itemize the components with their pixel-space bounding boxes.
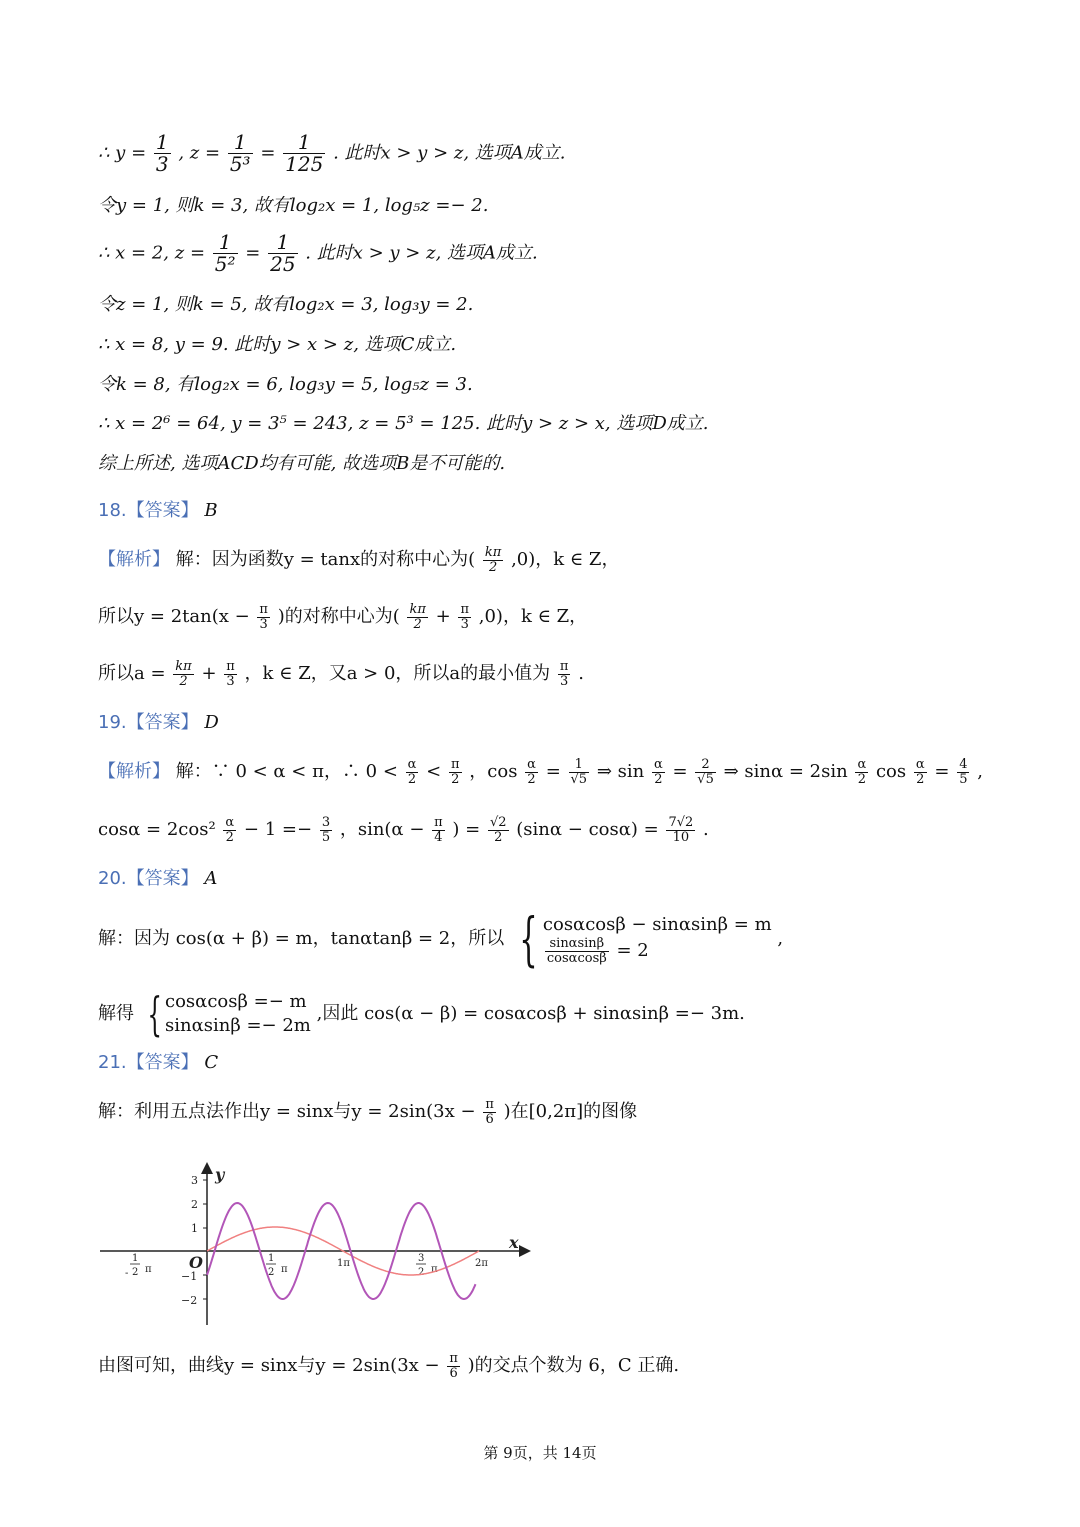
text: 解：因为 cos(α + β) = m，tanαtanβ = 2，所以 xyxy=(98,928,505,949)
y-tick-label: 2 xyxy=(191,1198,198,1211)
x-tick-label: π xyxy=(145,1264,152,1275)
text: 解：∵ 0 < α < π，∴ 0 < xyxy=(175,761,398,783)
fraction: $\frac{\alpha}{2}$ xyxy=(653,757,663,787)
text: cos xyxy=(875,761,907,783)
text: ，sin(α − xyxy=(339,819,425,841)
x-tick-label: π xyxy=(281,1264,288,1275)
text: + xyxy=(201,663,217,685)
fraction: $\frac{\pi}{6}$ xyxy=(485,1097,494,1127)
system-eq-1: cosαcosβ − sinαsinβ = m xyxy=(542,913,772,935)
origin-label: O xyxy=(189,1253,203,1272)
x-tick-label: 2π xyxy=(475,1258,488,1269)
text: . 此时x > y > z, 选项A成立. xyxy=(333,142,566,164)
y-tick-label: −1 xyxy=(181,1270,198,1283)
q19-line-2 xyxy=(98,816,709,844)
text: = xyxy=(672,761,688,783)
fraction: $\frac{\alpha}{2}$ xyxy=(857,757,867,787)
fraction: $\frac{\alpha}{2}$ xyxy=(915,757,925,787)
x-tick-label: 2 xyxy=(132,1267,139,1278)
fraction: $\frac{\pi}{3}$ xyxy=(460,602,470,632)
system-eq-2: sinαsinβ =− 2m xyxy=(165,1015,311,1036)
x-axis-label: x xyxy=(509,1233,519,1252)
solution-line-1 xyxy=(98,132,566,175)
text: − 1 =− xyxy=(243,819,313,841)
solution-line-8: 综上所述, 选项ACD均有可能, 故选项B是不可能的. xyxy=(98,453,506,474)
fraction: $\frac{\pi}{6}$ xyxy=(449,1351,458,1381)
fraction: $\frac{1}{25}$ xyxy=(270,230,296,276)
fraction: $\frac{\alpha}{2}$ xyxy=(225,815,235,845)
answer-value: C xyxy=(204,1052,219,1073)
text: . xyxy=(703,819,709,841)
answer-label: 19.【答案】 xyxy=(98,712,199,733)
q18-line-2 xyxy=(98,603,587,631)
x-tick-label: 2 xyxy=(418,1267,425,1278)
fraction: $\frac{7√2}{10}$ xyxy=(668,815,694,845)
text: ⇒ sinα = 2sin xyxy=(723,761,848,783)
text: ) = xyxy=(452,819,481,841)
system-eq-1: cosαcosβ =− m xyxy=(165,991,307,1012)
text: 解：因为函数y = tanx的对称中心为( xyxy=(175,549,476,571)
x-tick-label: 2 xyxy=(268,1267,275,1278)
answer-heading-18 xyxy=(98,498,218,524)
fraction: $\frac{\pi}{3}$ xyxy=(559,659,569,689)
answer-value: D xyxy=(204,712,219,733)
q21-line-1 xyxy=(98,1098,637,1126)
q19-line-1 xyxy=(98,758,983,786)
fraction: $\frac{4}{5}$ xyxy=(959,757,968,787)
function-graph xyxy=(95,1160,535,1335)
text: = xyxy=(934,761,950,783)
text: , xyxy=(777,928,784,949)
q18-line-1 xyxy=(98,546,619,574)
text: , xyxy=(977,761,983,783)
fraction: $\frac{1}{3}$ xyxy=(155,130,169,176)
fraction: $\frac{2}{√5}$ xyxy=(697,757,714,787)
q20-line-2 xyxy=(98,987,745,1041)
fraction: $\frac{3}{5}$ xyxy=(321,815,331,845)
text: 所以a = xyxy=(98,663,166,685)
text: ⇒ sin xyxy=(596,761,645,783)
analysis-label: 【解析】 xyxy=(98,761,170,783)
text: 由图可知，曲线y = sinx与y = 2sin(3x − xyxy=(98,1355,440,1377)
fraction: $\frac{1}{√5}$ xyxy=(570,757,588,787)
text: . 此时x > y > z, 选项A成立. xyxy=(305,242,538,264)
fraction: $\frac{\pi}{3}$ xyxy=(226,659,235,689)
fraction: $\frac{1}{\text{5²}}$ xyxy=(214,230,236,276)
text: ∴ y = xyxy=(98,142,147,164)
fraction: $\frac{1}{\text{5³}}$ xyxy=(229,130,251,176)
fraction: $\frac{\pi}{2}$ xyxy=(451,757,460,787)
system-eq-2: $\frac{\sin\alpha\sin\beta}{\cos\alpha\cos\beta}$ = 2 xyxy=(546,935,649,966)
y-tick-label: 3 xyxy=(191,1174,198,1187)
text: , z = xyxy=(178,142,221,164)
text: ,因此 cos(α − β) = cosαcosβ + sinαsinβ =− 3m. xyxy=(316,1003,745,1024)
fraction: $\frac{\pi}{3}$ xyxy=(259,602,268,632)
text: (sinα − cosα) = xyxy=(516,819,659,841)
x-tick-label: π xyxy=(431,1264,438,1275)
fraction: $\frac{\alpha}{2}$ xyxy=(407,757,417,787)
solution-line-6: 令k = 8, 有log₂x = 6, log₃y = 5, log₅z = 3. xyxy=(98,374,473,395)
x-tick-label: 1 xyxy=(132,1253,139,1264)
x-tick-label: 1π xyxy=(337,1258,350,1269)
text: 所以y = 2tan(x − xyxy=(98,606,250,628)
fraction: $\frac{√2}{2}$ xyxy=(489,815,507,845)
equation-system xyxy=(140,987,311,1041)
text: ,0)，k ∈ Z， xyxy=(478,606,588,628)
text: ∴ x = 2, z = xyxy=(98,242,206,264)
fraction: $\frac{1}{125}$ xyxy=(285,130,324,176)
text: ，cos xyxy=(469,761,518,783)
fraction: $\frac{\pi}{4}$ xyxy=(434,815,443,845)
brace: { xyxy=(519,905,538,973)
text: )在[0,2π]的图像 xyxy=(503,1101,638,1123)
text: ,0)，k ∈ Z， xyxy=(511,549,620,571)
fraction: $\frac{k\pi}{2}$ xyxy=(484,545,502,575)
solution-line-7: ∴ x = 2⁶ = 64, y = 3⁵ = 243, z = 5³ = 125. 此时y > z > x, 选项D成立. xyxy=(98,413,709,434)
answer-value: A xyxy=(204,868,218,889)
text: = xyxy=(245,242,261,264)
analysis-label: 【解析】 xyxy=(98,549,170,571)
solution-line-2: 令y = 1, 则k = 3, 故有log₂x = 1, log₅z =− 2. xyxy=(98,195,489,216)
text: 解：利用五点法作出y = sinx与y = 2sin(3x − xyxy=(98,1101,476,1123)
fraction: $\frac{k\pi}{2}$ xyxy=(175,659,192,689)
solution-line-4: 令z = 1, 则k = 5, 故有log₂x = 3, log₃y = 2. xyxy=(98,294,474,315)
fraction: $\frac{\alpha}{2}$ xyxy=(527,757,536,787)
y-tick-label: −2 xyxy=(181,1294,198,1307)
y-axis-label: y xyxy=(215,1165,225,1184)
y-tick-label: 1 xyxy=(191,1222,198,1235)
equation-system xyxy=(510,905,772,973)
answer-heading-21 xyxy=(98,1050,218,1076)
answer-value: B xyxy=(204,500,218,521)
text: )的交点个数为 6，C 正确. xyxy=(467,1355,680,1377)
text: )的对称中心为( xyxy=(277,606,400,628)
answer-heading-20 xyxy=(98,866,217,892)
text: cosα = 2cos² xyxy=(98,819,216,841)
answer-label: 21.【答案】 xyxy=(98,1052,199,1073)
text: . xyxy=(578,663,584,685)
answer-heading-19 xyxy=(98,710,219,736)
x-tick-label: 3 xyxy=(418,1253,425,1264)
brace: { xyxy=(147,987,162,1041)
text: = xyxy=(545,761,561,783)
text: = xyxy=(260,142,276,164)
page-footer: 第 9页，共 14页 xyxy=(483,1444,597,1462)
x-tick-label: - xyxy=(125,1268,129,1279)
x-tick-label: 1 xyxy=(268,1253,275,1264)
q21-line-2 xyxy=(98,1352,679,1380)
fraction: $\frac{k\pi}{2}$ xyxy=(409,602,426,632)
text: < xyxy=(426,761,442,783)
q18-line-3 xyxy=(98,660,584,688)
answer-label: 18.【答案】 xyxy=(98,500,199,521)
answer-label: 20.【答案】 xyxy=(98,868,199,889)
text: 解得 xyxy=(98,1003,134,1024)
solution-line-5: ∴ x = 8, y = 9. 此时y > x > z, 选项C成立. xyxy=(98,334,457,355)
q20-line-1 xyxy=(98,905,784,973)
text: + xyxy=(435,606,451,628)
text: ，k ∈ Z，又a > 0，所以a的最小值为 xyxy=(244,663,551,685)
solution-line-3 xyxy=(98,232,538,275)
